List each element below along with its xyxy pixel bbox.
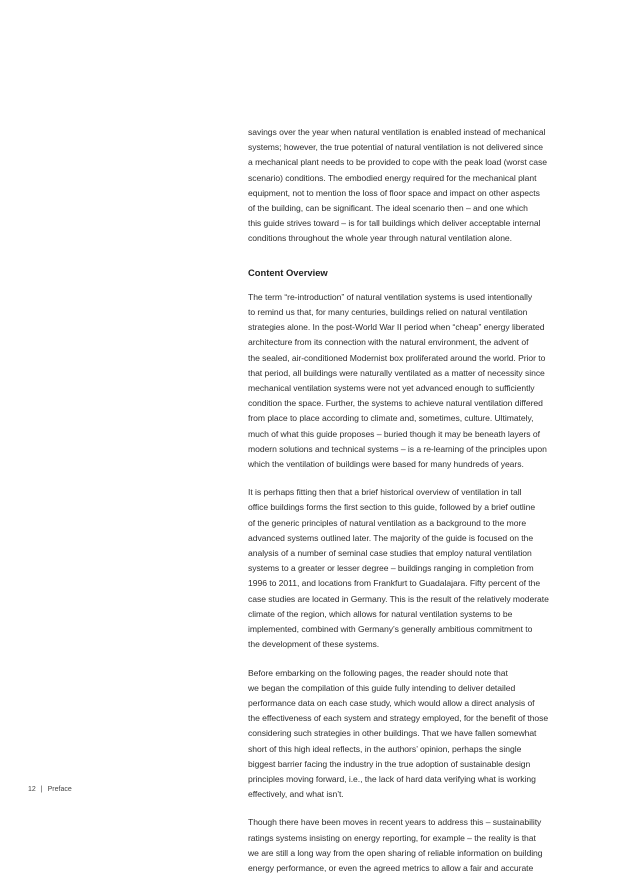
text-line: which the ventilation of buildings were based for many hundreds of years. bbox=[248, 459, 524, 470]
text-line: energy performance, or even the agreed metrics to allow a fair and accurate bbox=[248, 862, 534, 873]
text-line: of the generic principles of natural ventilation as a background to the more bbox=[248, 517, 527, 528]
spacer bbox=[248, 280, 584, 290]
paragraph-content-overview-3 bbox=[248, 666, 584, 803]
text-line: The term “re-introduction” of natural ventilation systems is used intentionally bbox=[248, 291, 533, 302]
text-line: we began the compilation of this guide fully intending to deliver detailed bbox=[248, 682, 516, 693]
text-line: the effectiveness of each system and strategy employed, for the benefit of those bbox=[248, 713, 549, 724]
text-line: Before embarking on the following pages, the reader should note that bbox=[248, 667, 508, 678]
footer-separator: | bbox=[40, 786, 43, 793]
text-line: systems to a greater or lesser degree – buildings ranging in completion from bbox=[248, 563, 534, 574]
text-line: strategies alone. In the post-World War II period when “cheap” energy liberated bbox=[248, 322, 545, 333]
text-line: implemented, combined with Germany’s generally ambitious commitment to bbox=[248, 624, 533, 635]
text-line: ratings systems insisting on energy reporting, for example – the reality is that bbox=[248, 832, 536, 843]
text-line: the development of these systems. bbox=[248, 639, 380, 650]
paragraph-content-overview-4 bbox=[248, 815, 584, 876]
spacer bbox=[248, 472, 584, 485]
text-line: scenario) conditions. The embodied energy required for the mechanical plant bbox=[248, 172, 537, 183]
text-line: conditions throughout the whole year through natural ventilation alone. bbox=[248, 233, 512, 244]
text-line: much of what this guide proposes – buried though it may be beneath layers of bbox=[248, 428, 540, 439]
text-line: principles moving forward, i.e., the lack of hard data verifying what is working bbox=[248, 773, 536, 784]
spacer bbox=[248, 247, 584, 265]
body-text-column bbox=[248, 125, 584, 876]
section-heading: Content Overview bbox=[248, 266, 328, 278]
text-line: of the building, can be significant. The ideal scenario then – and one which bbox=[248, 203, 528, 214]
text-line: case studies are located in Germany. This is the result of the relatively moderate bbox=[248, 593, 549, 604]
page-number: 12 bbox=[28, 786, 36, 793]
text-line: the sealed, air-conditioned Modernist box proliferated around the world. Prior to bbox=[248, 352, 546, 363]
footer-section-label: Preface bbox=[47, 786, 72, 793]
text-line: Though there have been moves in recent years to address this – sustainability bbox=[248, 817, 542, 828]
text-line: advanced systems outlined later. The majority of the guide is focused on the bbox=[248, 532, 534, 543]
text-line: office buildings forms the first section to this guide, followed by a brief outline bbox=[248, 502, 536, 513]
text-line: systems; however, the true potential of natural ventilation is not delivered since bbox=[248, 142, 543, 153]
text-line: analysis of a number of seminal case studies that employ natural ventilation bbox=[248, 548, 532, 559]
text-line: performance data on each case study, which would allow a direct analysis of bbox=[248, 697, 535, 708]
text-line: equipment, not to mention the loss of floor space and impact on other aspects bbox=[248, 187, 540, 198]
spacer bbox=[248, 802, 584, 815]
text-line: modern solutions and technical systems – is a re-learning of the principles upon bbox=[248, 443, 547, 454]
text-line: short of this high ideal reflects, in the authors’ opinion, perhaps the single bbox=[248, 743, 522, 754]
text-line: effectively, and what isn’t. bbox=[248, 789, 344, 800]
spacer bbox=[248, 653, 584, 666]
intro-paragraph bbox=[248, 125, 584, 247]
text-line: that period, all buildings were naturally ventilated as a matter of necessity since bbox=[248, 367, 545, 378]
text-line: a mechanical plant needs to be provided to cope with the peak load (worst case bbox=[248, 157, 547, 168]
text-line: biggest barrier facing the industry in the true adoption of sustainable design bbox=[248, 758, 531, 769]
text-line: It is perhaps fitting then that a brief historical overview of ventilation in tall bbox=[248, 487, 522, 498]
text-line: condition the space. Further, the systems to achieve natural ventilation differed bbox=[248, 398, 543, 409]
text-line: 1996 to 2011, and locations from Frankfurt to Guadalajara. Fifty percent of the bbox=[248, 578, 541, 589]
page-footer bbox=[28, 786, 72, 793]
text-line: climate of the region, which allows for natural ventilation systems to be bbox=[248, 608, 513, 619]
text-line: this guide strives toward – is for tall buildings which deliver acceptable internal bbox=[248, 218, 541, 229]
text-line: we are still a long way from the open sharing of reliable information on building bbox=[248, 847, 543, 858]
text-line: architecture from its connection with the natural environment, the advent of bbox=[248, 337, 529, 348]
text-line: from place to place according to climate and, sometimes, culture. Ultimately, bbox=[248, 413, 534, 424]
text-line: to remind us that, for many centuries, buildings relied on natural ventilation bbox=[248, 307, 528, 318]
text-line: mechanical ventilation systems were not yet advanced enough to sufficiently bbox=[248, 383, 535, 394]
paragraph-content-overview-1 bbox=[248, 290, 584, 472]
paragraph-content-overview-2 bbox=[248, 485, 584, 652]
text-line: considering such strategies in other buildings. That we have fallen somewhat bbox=[248, 728, 537, 739]
text-line: savings over the year when natural ventilation is enabled instead of mechanical bbox=[248, 127, 546, 137]
